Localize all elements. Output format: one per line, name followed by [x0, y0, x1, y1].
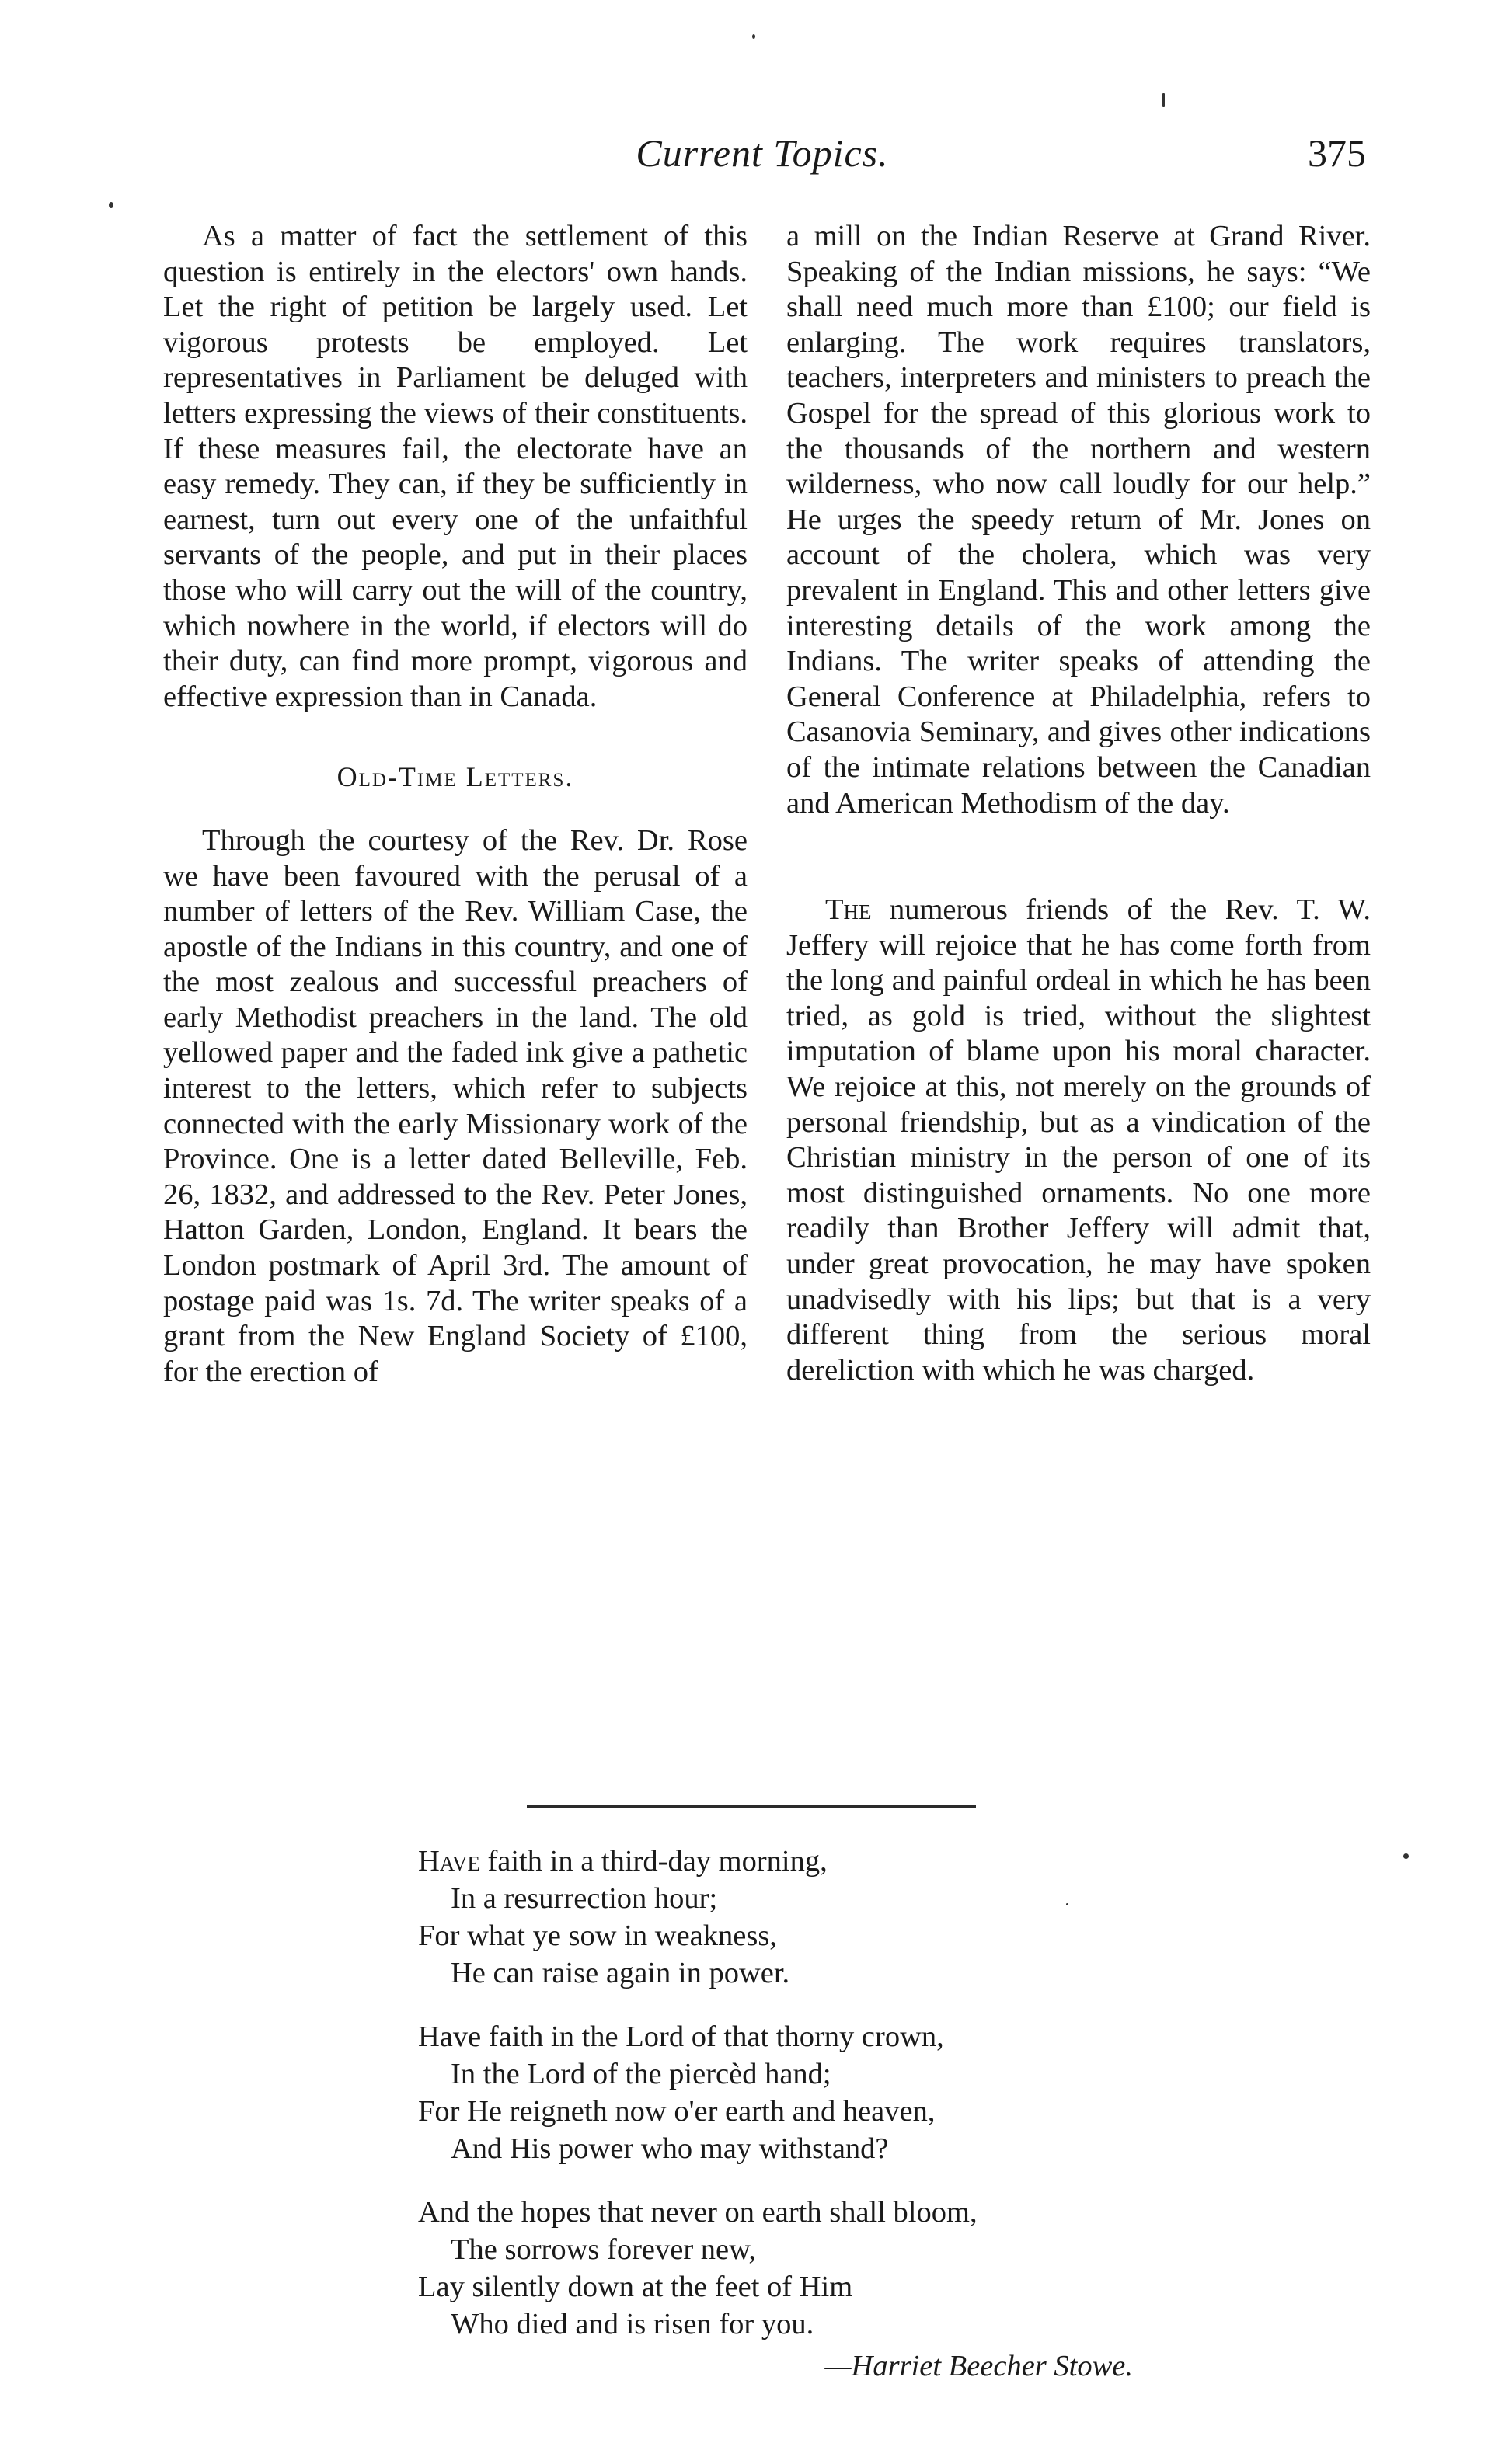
- print-speck: [109, 202, 113, 208]
- poem-line: Have faith in a third-day morning,: [418, 1845, 828, 1878]
- article-paragraph-continued: a mill on the Indian Reserve at Grand River. Speaking of the Indian missions, he says: “We shall need much more than £100; our field is enlarging. The work requires translators, teachers, interpreters and ministers to preach the Gospel for the spread of this glorious work to the thousands of the northern and western wilderness, who now call loudly for our help.” He urges the speedy return of Mr. Jones on account of the cholera, which was very prevalent in England. This and other letters give interesting details of the work among the Indians. The writer speaks of attending the General Conference at Philadelphia, refers to Casanovia Seminary, and gives other indications of the intimate relations between the Canadian and American Methodism of the day.: [786, 220, 1371, 820]
- section-heading: Old-Time Letters.: [336, 761, 574, 793]
- paragraph-lead-word: The: [825, 893, 872, 927]
- poem-line: Lay silently down at the feet of Him: [418, 2271, 853, 2303]
- print-speck: [752, 34, 755, 39]
- poem-line: In a resurrection hour;: [451, 1882, 718, 1915]
- poem-stanza: [418, 2018, 1195, 2167]
- section-divider-rule: [527, 1805, 976, 1808]
- article-paragraph: [786, 893, 1371, 1388]
- article-paragraph: As a matter of fact the settlement of this question is entirely in the electors' own hands. Let the right of petition be largely used. Let vigorous protests be employed. Let representatives in Parliament be deluged with letters expressing the views of their constituents. If these measures fail, the electorate have an easy remedy. They can, if they be sufficiently in earnest, turn out every one of the unfaithful servants of the people, and put in their places those who will carry out the will of the country, which nowhere in the world, if electors will do their duty, can find more prompt, vigorous and effective expression than in Canada.: [163, 220, 748, 713]
- paragraph-body: numerous friends of the Rev. T. W. Jeffery will rejoice that he has come forth from the long and painful ordeal in which he has been tried, as gold is tried, without the slightest imputation of blame upon his moral character. We rejoice at this, not merely on the grounds of personal friendship, but as a vindication of the Christian ministry in the person of one of its most distinguished ornaments. No one more readily than Brother Jeffery will admit that, under great provocation, he may have spoken unadvisedly with his lips; but that is a very different thing from the serious moral dereliction with which he was charged.: [786, 893, 1371, 1387]
- poem-line: For He reigneth now o'er earth and heaven,: [418, 2095, 936, 2128]
- poem-line: For what ye sow in weakness,: [418, 1919, 777, 1952]
- poem-line: In the Lord of the piercèd hand;: [451, 2058, 831, 2090]
- poem-line: And His power who may withstand?: [451, 2132, 889, 2165]
- poem-stanza: [418, 2194, 1195, 2343]
- poem-line: And the hopes that never on earth shall bloom,: [418, 2196, 978, 2229]
- poem-line: Have faith in the Lord of that thorny crown,: [418, 2020, 944, 2053]
- poem-stanza: [418, 1843, 1195, 1992]
- page-number: 375: [1308, 131, 1366, 175]
- poem-line: He can raise again in power.: [451, 1957, 790, 1989]
- poem-line-text: faith in a third-day morning,: [479, 1845, 828, 1878]
- print-speck: [1403, 1853, 1409, 1859]
- running-title: Current Topics.: [636, 131, 889, 175]
- print-speck: [1162, 93, 1165, 107]
- poem-line: Who died and is risen for you.: [451, 2308, 814, 2340]
- right-column: [786, 219, 1371, 1388]
- left-column: [163, 219, 748, 1390]
- poem: [418, 1843, 1195, 2385]
- paragraph-gap: [786, 821, 1371, 893]
- page-header: [155, 131, 1369, 185]
- poem-author: —Harriet Beecher Stowe.: [824, 2350, 1133, 2382]
- print-speck: [1066, 1903, 1068, 1905]
- poem-line: The sorrows forever new,: [451, 2233, 757, 2266]
- article-paragraph: Through the courtesy of the Rev. Dr. Rose we have been favoured with the perusal of a number of letters of the Rev. William Case, the apostle of the Indians in this country, and one of the most zealous and successful preachers of early Methodist preachers in the land. The old yellowed paper and the faded ink give a pathetic interest to the letters, which refer to subjects connected with the early Missionary work of the Province. One is a letter dated Belleville, Feb. 26, 1832, and addressed to the Rev. Peter Jones, Hatton Garden, London, England. It bears the London postmark of April 3rd. The amount of postage paid was 1s. 7d. The writer speaks of a grant from the New England Society of £100, for the erection of: [163, 823, 748, 1388]
